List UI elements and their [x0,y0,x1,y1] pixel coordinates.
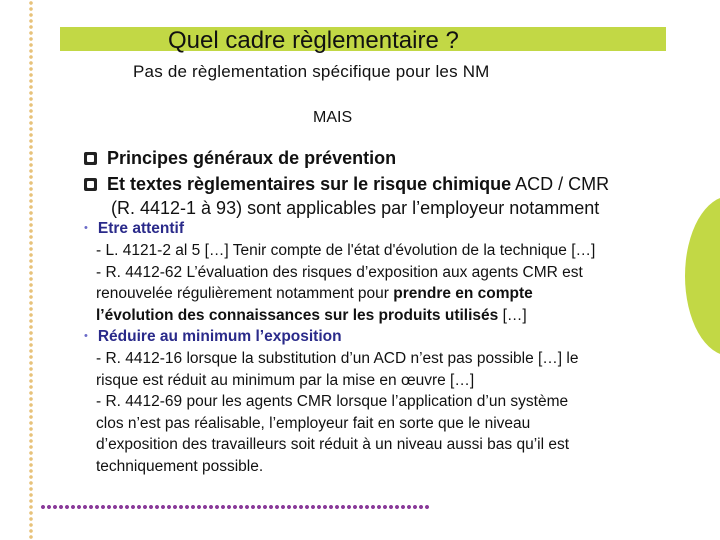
principle-2-bold: Et textes règlementaires sur le risque chimique [107,174,512,194]
bullet-1-line-1: - L. 4121-2 al 5 […] Tenir compte de l'état d'évolution de la technique […] [96,242,596,259]
principle-item-1 [84,146,396,170]
bullet-2-line-6: techniquement possible. [96,457,264,475]
bullet-2-body [96,348,686,477]
principle-2-line2: (R. 4412-1 à 93) sont applicables par l’employeur notamment [111,198,600,218]
mais-label: MAIS [313,109,353,126]
left-dotted-border [28,0,34,540]
bullet-2-title: Réduire au minimum l’exposition [97,328,342,345]
bullet-1-line-4-bold: l’évolution des connaissances sur les produits utilisés [96,306,499,324]
bullet-2-title-row [84,327,342,348]
bullet-1-title-row [84,219,184,240]
bullet-2-line-5: d’exposition des travailleurs soit réduit à un niveau aussi bas qu’il est [96,436,570,453]
principle-item-2 [84,172,609,196]
bullet-1-line-4-normal: […] [498,306,527,324]
bullet-1-line-4 [96,305,686,327]
bullet-1-line-3-normal: renouvelée régulièrement notamment pour [96,285,394,302]
bullet-2-line-4: clos n’est pas réalisable, l’employeur fait en sorte que le niveau [96,414,531,432]
bottom-dotted-rule [40,504,430,510]
bullet-1-line-3-bold: prendre en compte [393,285,533,302]
principle-2-rest: ACD / CMR [511,174,610,194]
bullet-dot-icon: • [84,330,88,342]
principle-1-text: Principes généraux de prévention [107,148,397,168]
checkbox-bullet-icon [84,152,97,165]
bullet-2-line-1: - R. 4412-16 lorsque la substitution d’un ACD n’est pas possible […] le [96,350,579,367]
bullet-1-line-2: - R. 4412-62 L’évaluation des risques d’exposition aux agents CMR est [96,263,583,281]
subtitle: Pas de règlementation spécifique pour les NM [133,62,490,81]
bullet-1-line-3 [96,283,686,305]
bullet-1-body [96,240,686,326]
bullet-2-line-2: risque est réduit au minimum par la mise en œuvre […] [96,371,475,389]
bullet-2-line-3: - R. 4412-69 pour les agents CMR lorsque l’application d’un système [96,393,569,410]
bullet-1-title: Etre attentif [97,220,184,237]
page-title: Quel cadre règlementaire ? [168,27,459,54]
decorative-circle [685,196,720,356]
bullet-dot-icon: • [84,222,88,234]
checkbox-bullet-icon [84,178,97,191]
